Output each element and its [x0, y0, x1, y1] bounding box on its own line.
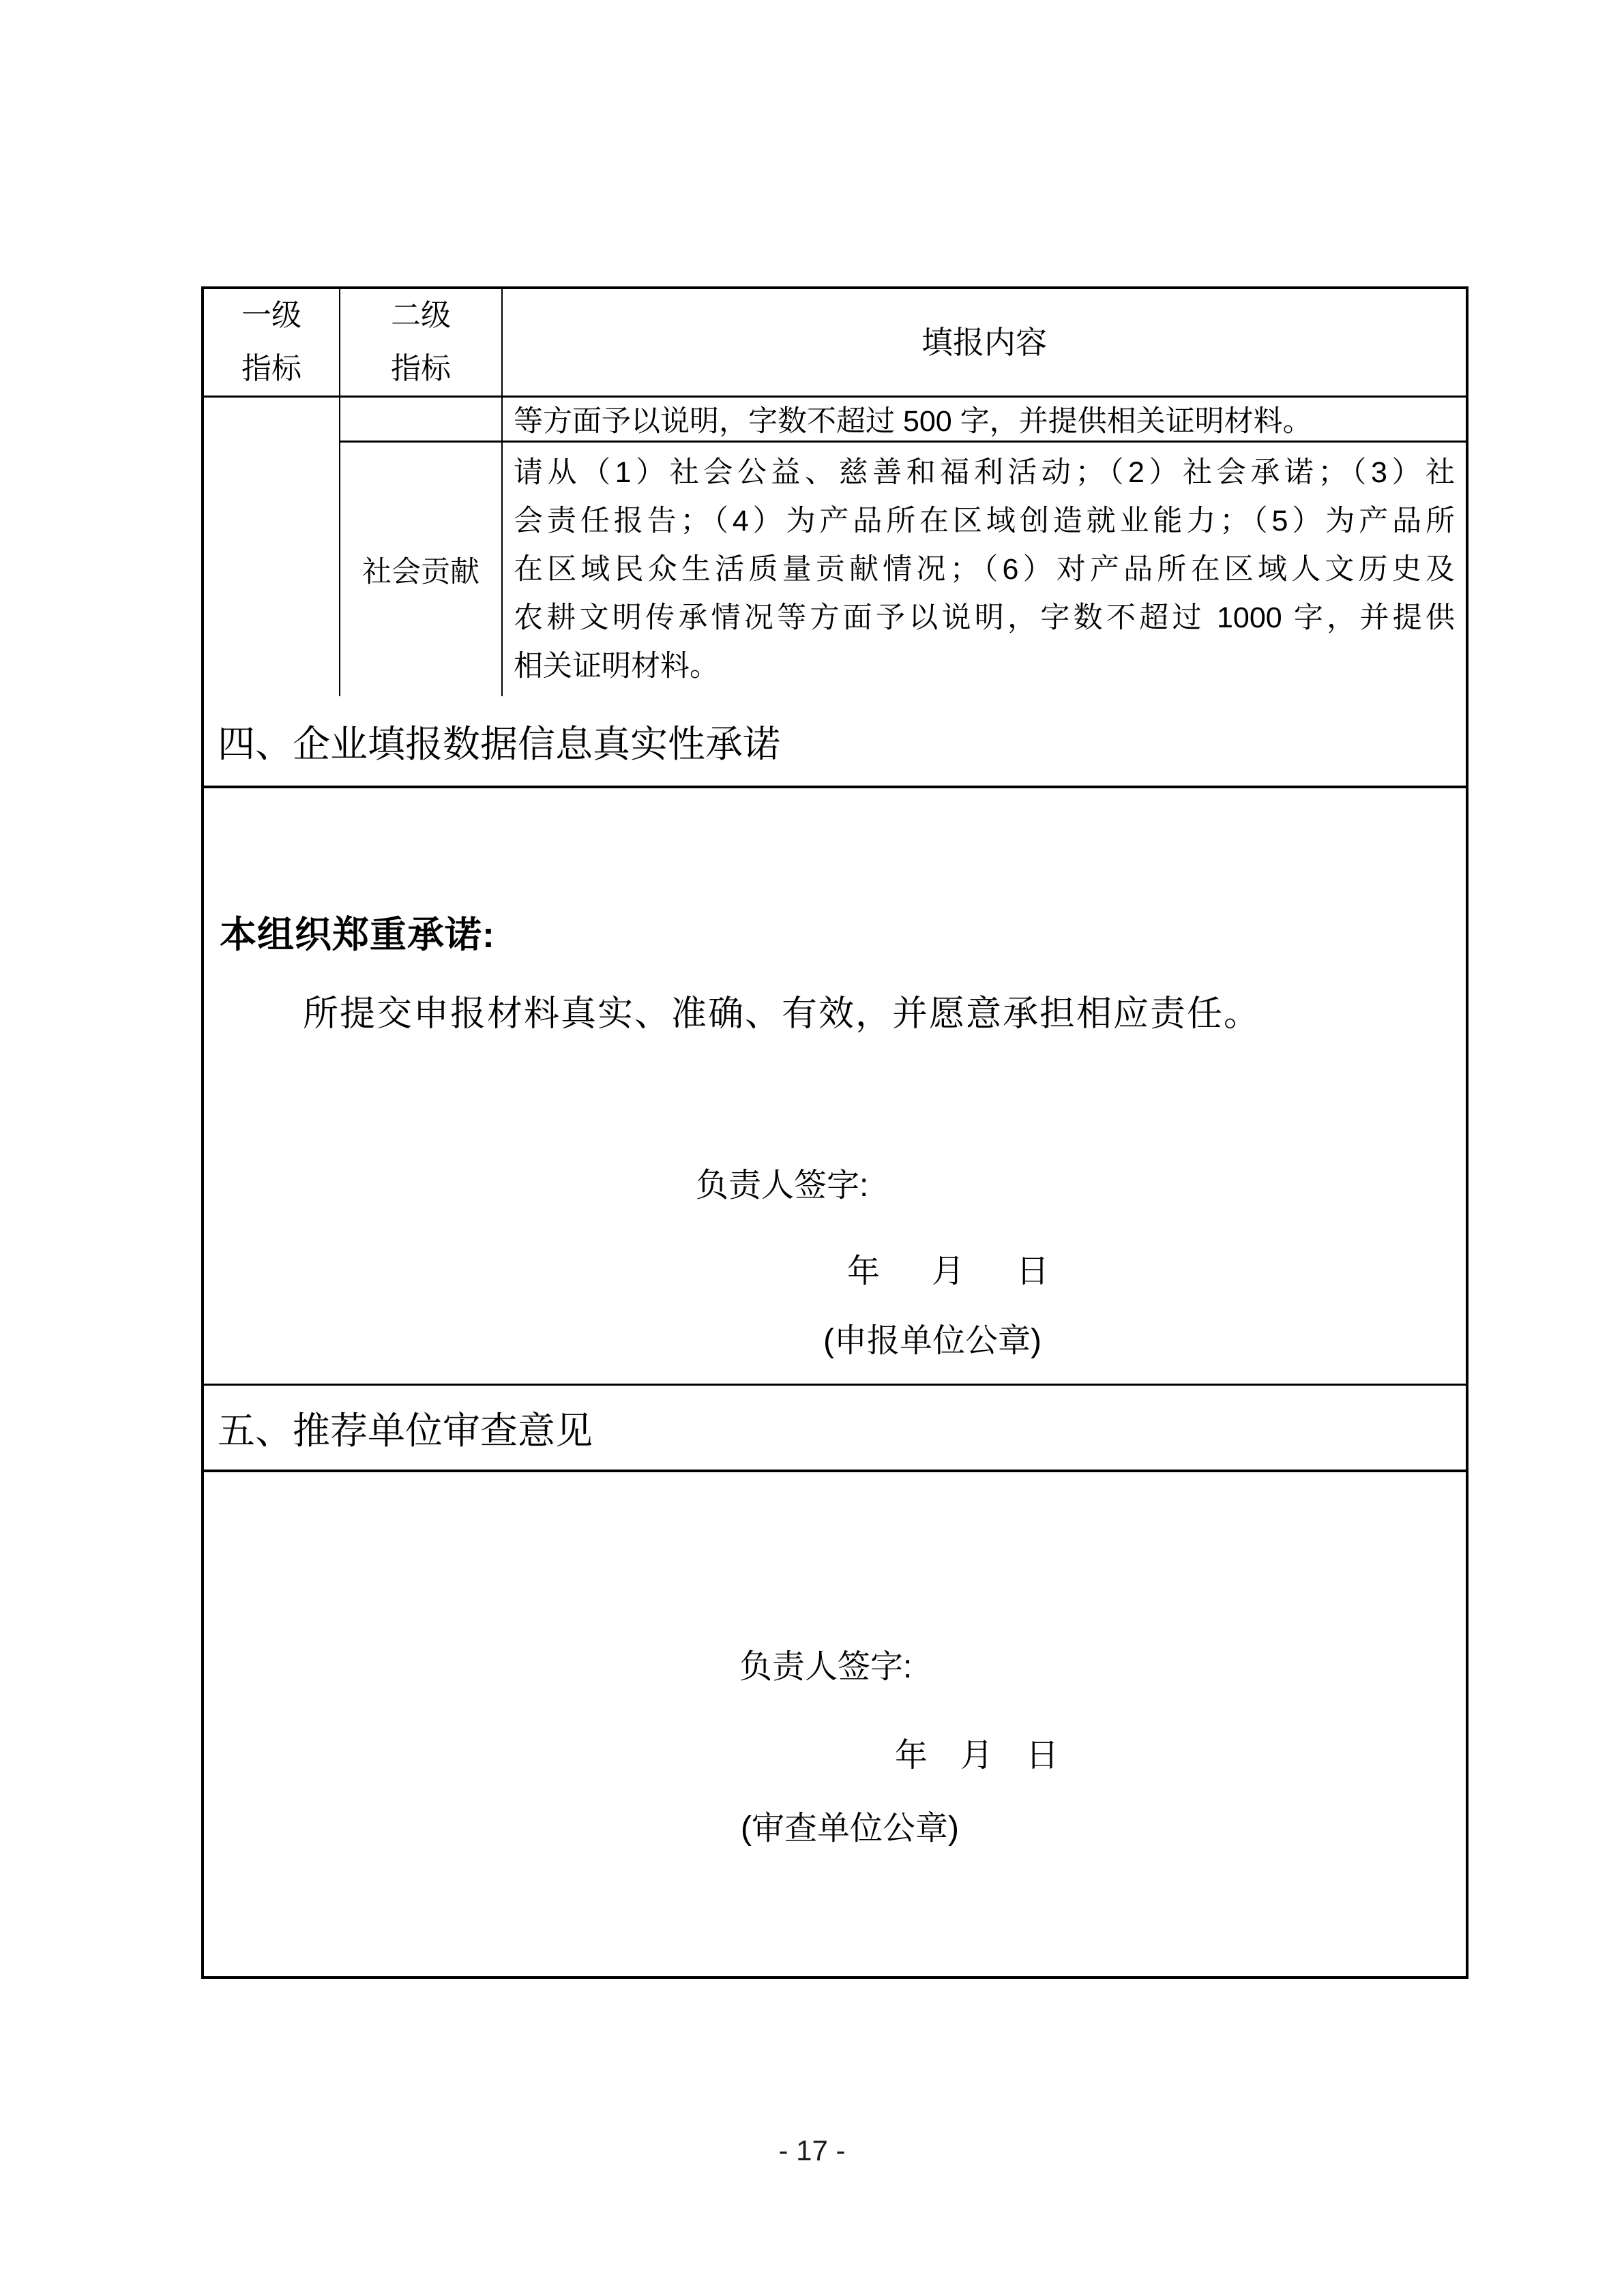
- social-content-line: 农耕文明传承情况等方面予以说明，字数不超过 1000 字，并提供: [514, 601, 1455, 634]
- social-content-line: 会责任报告；（4）为产品所在区域创造就业能力；（5）为产品所: [514, 505, 1455, 537]
- section5-heading: 五、推荐单位审查意见: [218, 1410, 593, 1452]
- page-number: - 17 -: [778, 2134, 846, 2166]
- header-level1-line2: 指标: [241, 352, 301, 385]
- level1-empty-cell: [204, 398, 340, 696]
- continuation-content-cell: [503, 398, 1466, 441]
- section4-date-line: [847, 1244, 1049, 1292]
- social-contribution-row: [340, 443, 1466, 696]
- header-cell-level2: [340, 289, 503, 396]
- month-label: 月: [960, 1738, 994, 1774]
- section4-seal-note: (申报单位公章): [823, 1323, 1042, 1359]
- social-contribution-label: 社会贡献: [340, 443, 503, 696]
- section5-date-line: [895, 1729, 1059, 1776]
- table-body-region: [204, 398, 1466, 696]
- month-label: 月: [932, 1253, 965, 1289]
- year-label: 年: [847, 1253, 881, 1289]
- year-label: 年: [895, 1738, 928, 1774]
- social-contribution-content-cell: [503, 443, 1466, 696]
- continuation-row: [340, 398, 1466, 443]
- pledge-title: 本组织郑重承诺:: [220, 914, 495, 955]
- table-subrows: [340, 398, 1466, 696]
- header-level2-line2: 指标: [391, 352, 451, 385]
- level2-empty-cell: [340, 398, 503, 441]
- section4-pledge-cell: [204, 788, 1466, 1386]
- section4-heading-row: [204, 696, 1466, 788]
- continuation-text: 等方面予以说明，字数不超过 500 字，并提供相关证明材料。: [514, 405, 1312, 438]
- header-level1-line1: 一级: [241, 299, 301, 332]
- header-cell-content: 填报内容: [921, 325, 1047, 360]
- header-level2-line1: 二级: [391, 299, 451, 332]
- header-cell-level1: [204, 289, 340, 396]
- social-content-line: 在区域民众生活质量贡献情况；（6）对产品所在区域人文历史及: [514, 553, 1455, 586]
- form-table: [201, 286, 1468, 1979]
- pledge-body: 所提交申报材料真实、准确、有效，并愿意承担相应责任。: [303, 994, 1261, 1034]
- section5-seal-note: (审查单位公章): [741, 1810, 959, 1847]
- section4-sign-label: 负责人签字:: [696, 1167, 869, 1204]
- social-content-line: 请从（1）社会公益、慈善和福利活动；（2）社会承诺；（3）社: [514, 456, 1455, 489]
- section5-sign-label: 负责人签字:: [739, 1649, 913, 1685]
- table-header-row: [204, 289, 1466, 398]
- section5-heading-row: [204, 1386, 1466, 1472]
- day-label: 日: [1026, 1738, 1059, 1774]
- day-label: 日: [1016, 1253, 1050, 1289]
- section5-review-cell: [204, 1472, 1466, 1979]
- social-content-line: 相关证明材料。: [514, 650, 719, 683]
- section4-heading: 四、企业填报数据信息真实性承诺: [218, 723, 781, 765]
